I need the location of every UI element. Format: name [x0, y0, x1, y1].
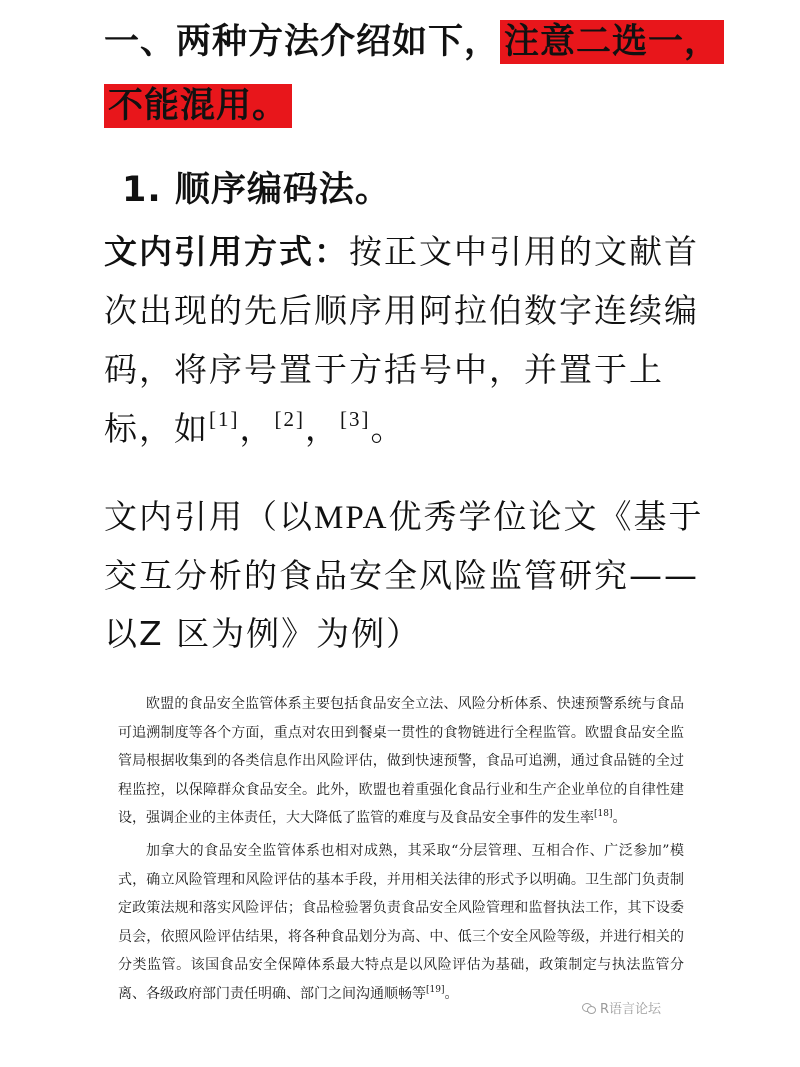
- citation-method-paragraph: [104, 222, 714, 458]
- citation-sup-1: [1]: [209, 407, 240, 431]
- example-intro-text-1b: 优秀学位论文《基于: [388, 497, 704, 536]
- heading-line-2: [104, 74, 744, 138]
- scanned-excerpt: [118, 690, 684, 1013]
- example-intro-line-2: 交互分析的食品安全风险监管研究——: [104, 556, 699, 595]
- heading-highlight-1: 注意二选一，: [500, 20, 724, 64]
- citation-sup-3: [3]: [340, 407, 371, 431]
- excerpt-paragraph-1: [118, 690, 684, 833]
- excerpt-end-1: 。: [612, 810, 627, 827]
- citation-method-label: 文内引用方式：: [104, 232, 349, 271]
- heading: [104, 10, 744, 138]
- example-intro: [104, 488, 724, 663]
- section-title: 1. 顺序编码法。: [122, 170, 391, 210]
- citation-method-text: 按正文中引用的文献首次出现的先后顺序用阿拉伯数字连续编码，将序号置于方括号中，并置于上标，如: [104, 232, 699, 448]
- excerpt-sup-19: [19]: [426, 984, 445, 995]
- example-intro-line-3: 以Z 区为例》为例）: [104, 614, 422, 653]
- heading-text: 一、两种方法介绍如下，: [104, 22, 501, 62]
- excerpt-text-2: 加拿大的食品安全监管体系也相对成熟，其采取“分层管理、互相合作、广泛参加”模式，确立风险管理和风险评估的基本手段，并用相关法律的形式予以明确。卫生部门负责制定政策法规和落实风险评估；食品检验署负责食品安全风险管理和监督执法工作，其下设委员会，依照风险评估结果，将各种食品划分为高、中、低三个安全风险等级，并进行相关的分类监管。该国食品安全保障体系最大特点是以风险评估为基础，政策制定与执法监管分离、各级政府部门责任明确、部门之间沟通顺畅等: [118, 842, 684, 1002]
- excerpt-sup-18: [18]: [594, 809, 613, 820]
- example-intro-mpa: MPA: [314, 500, 389, 536]
- watermark-text: R语言论坛: [600, 1002, 662, 1017]
- citation-sep-1: ，: [239, 409, 275, 448]
- citation-sup-2: [2]: [274, 407, 305, 431]
- example-intro-text-1: 文内引用（以: [104, 497, 314, 536]
- excerpt-paragraph-2: [118, 837, 684, 1009]
- wechat-icon: [582, 1002, 596, 1014]
- heading-highlight-2: 不能混用。: [104, 84, 292, 128]
- citation-sep-2: ，: [305, 409, 340, 448]
- excerpt-end-2: 。: [444, 985, 459, 1002]
- heading-line-1: [104, 10, 744, 74]
- watermark: [582, 998, 661, 1017]
- citation-end: 。: [370, 409, 406, 448]
- example-intro-line-1: [104, 488, 724, 547]
- excerpt-text-1: 欧盟的食品安全监管体系主要包括食品安全立法、风险分析体系、快速预警系统与食品可追溯制度等各个方面，重点对农田到餐桌一贯性的食物链进行全程监管。欧盟食品安全监管局根据收集到的各类信息作出风险评估，做到快速预警，食品可追溯，通过食品链的全过程监控，以保障群众食品安全。此外，欧盟也着重强化食品行业和生产企业单位的自律性建设，强调企业的主体责任，大大降低了监管的难度与及食品安全事件的发生率: [118, 696, 684, 827]
